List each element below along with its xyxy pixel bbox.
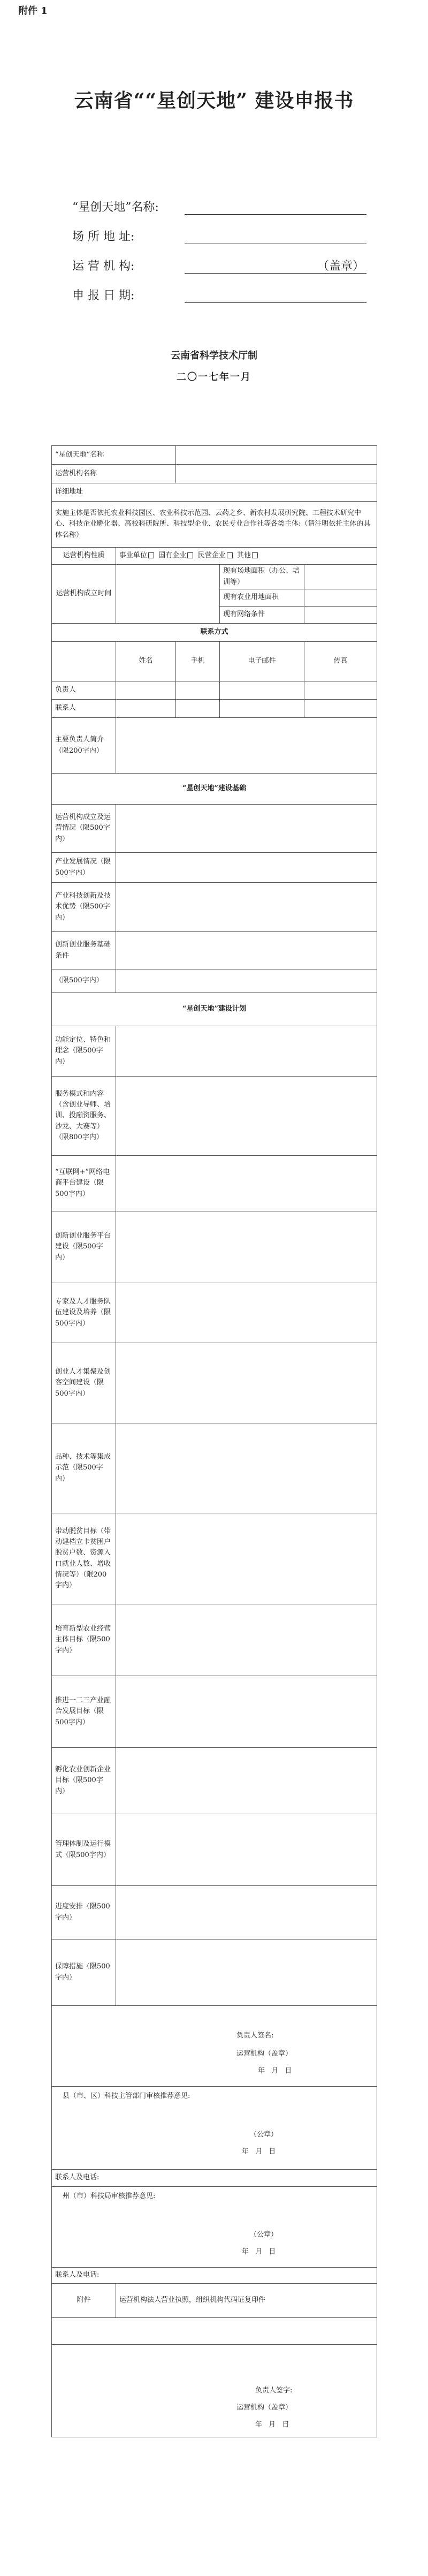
contact-section-title: 联系方式	[52, 624, 377, 642]
contact-cell[interactable]	[304, 700, 377, 718]
basis-value[interactable]	[116, 932, 377, 969]
implementer-note: 实施主体是否依托农业科技园区、农业科技示范园、云药之乡、新农村发展研究院、工程技术研究中心、科技企业孵化器、高校科研院所、科技型企业、农民专业合作社等各类主体:（请注明依托主体的具体名称）	[52, 502, 377, 548]
plan-value[interactable]	[116, 1283, 377, 1343]
basis-item: 产业发展情况（限500字内）	[52, 853, 116, 883]
founding-value[interactable]	[116, 565, 220, 624]
basis-item: 产业科技创新及技术优势（限500字内）	[52, 883, 116, 932]
plan-item: 创业人才集聚及创客空间建设（限500字内）	[52, 1343, 116, 1423]
plan-section-title: “星创天地”建设计划	[52, 993, 377, 1026]
contact-header: 电子邮件	[220, 642, 304, 681]
leader-intro-label: 主要负责人简介（限200字内）	[52, 718, 116, 774]
cover-field-address	[72, 228, 372, 247]
plan-value[interactable]	[116, 1513, 377, 1604]
contact-row-label: 联系人	[52, 700, 116, 718]
final-operator-seal-label: 运营机构（盖章）	[236, 2404, 293, 2412]
nature-options	[116, 548, 377, 565]
nature-option: 民营企业	[197, 551, 226, 560]
plan-item: 培育新型农业经营主体目标（限500字内）	[52, 1604, 116, 1676]
address-label: 详细地址	[52, 483, 377, 502]
name-label: “星创天地”名称	[52, 446, 176, 465]
plan-item: 管理体制及运行模式（限500字内）	[52, 1814, 116, 1886]
plan-item: 功能定位、特色和理念（限500字内）	[52, 1026, 116, 1077]
founding-label: 运营机构成立时间	[52, 565, 116, 624]
site-value[interactable]	[304, 607, 377, 624]
attachment-row-label: 附件	[52, 2284, 116, 2318]
operator-label: 运营机构名称	[52, 465, 176, 483]
cover-field-line	[185, 302, 366, 303]
document-title: 云南省““星创天地” 建设申报书	[74, 89, 354, 112]
site-item: 现有网络条件	[220, 607, 304, 624]
basis-section-title: “星创天地”建设基础	[52, 774, 377, 805]
checkbox[interactable]	[148, 552, 154, 558]
cover-field-label: “星创天地”名称:	[72, 201, 159, 214]
contact-header: 姓名	[116, 642, 176, 681]
checkbox[interactable]	[252, 552, 258, 558]
plan-item: 带动脱贫目标（带动建档立卡贫困户脱贫户数、资源入口就业人数、增收情况等）（限200字内）	[52, 1513, 116, 1604]
leader-signature-label: 负责人签名:	[236, 2032, 274, 2040]
contact-cell[interactable]	[304, 681, 377, 700]
prefecture-contact-phone: 联系人及电话:	[52, 2268, 377, 2284]
plan-value[interactable]	[116, 1604, 377, 1676]
plan-item: 品种、技术等集成示范（限500字内）	[52, 1423, 116, 1513]
final-signature-cell[interactable]	[52, 2345, 377, 2437]
cover-field-label: 场 所 地 址:	[72, 230, 135, 244]
plan-value[interactable]	[116, 1814, 377, 1886]
plan-item: 孵化农业创新企业目标（限500字内）	[52, 1748, 116, 1814]
issuing-organization: 云南省科学技术厅制	[171, 350, 257, 361]
seal-note: （盖章）	[317, 260, 365, 273]
basis-item: 运营机构成立及运营情况（限500字内）	[52, 805, 116, 853]
site-value[interactable]	[304, 589, 377, 607]
final-signature-date: 年 月 日	[255, 2421, 292, 2429]
site-item: 现有农业用地面积	[220, 589, 304, 607]
prefecture-opinion-label: 州（市）科技局审核推荐意见:	[63, 2192, 156, 2200]
plan-item: 进度安排（限500字内）	[52, 1886, 116, 1939]
plan-value[interactable]	[116, 1676, 377, 1748]
plan-value[interactable]	[116, 1886, 377, 1939]
plan-item: 保障措施（限500字内）	[52, 1939, 116, 2006]
contact-header-blank	[52, 642, 116, 681]
blank-row	[52, 2318, 377, 2345]
leader-signature-cell[interactable]	[52, 2006, 377, 2087]
nature-option: 其他	[236, 551, 251, 560]
cover-field-label: 运 营 机 构:	[72, 260, 135, 273]
cover-field-date	[72, 286, 372, 306]
plan-value[interactable]	[116, 1211, 377, 1283]
plan-value[interactable]	[116, 1343, 377, 1423]
county-opinion-label: 县（市、区）科技主管部门审核推荐意见:	[63, 2092, 190, 2100]
prefecture-opinion-cell[interactable]	[52, 2187, 377, 2268]
basis-value[interactable]	[116, 883, 377, 932]
contact-cell[interactable]	[220, 700, 304, 718]
attachment-label: 附件 1	[18, 5, 48, 17]
site-value[interactable]	[304, 565, 377, 589]
operator-value[interactable]	[176, 465, 377, 483]
plan-item: 创新创业服务平台建设（限500字内）	[52, 1211, 116, 1283]
nature-option: 国有企业	[158, 551, 187, 560]
county-opinion-cell[interactable]	[52, 2087, 377, 2170]
basis-item: 创新创业服务基础条件	[52, 932, 116, 969]
name-value[interactable]	[176, 446, 377, 465]
contact-cell[interactable]	[116, 700, 176, 718]
issue-date: 二〇一七年一月	[177, 372, 251, 383]
contact-row-label: 负责人	[52, 681, 116, 700]
checkbox[interactable]	[187, 552, 193, 558]
operator-seal-label: 运营机构（盖章）	[236, 2050, 293, 2058]
nature-option: 事业单位	[119, 551, 148, 560]
contact-header: 传真	[304, 642, 377, 681]
contact-cell[interactable]	[176, 681, 220, 700]
attachment-row-value: 运营机构法人营业执照，组织机构代码证复印件	[116, 2284, 377, 2318]
signature-date: 年 月 日	[258, 2067, 294, 2075]
plan-item: 专家及人才服务队伍建设及培养（限500字内）	[52, 1283, 116, 1343]
nature-label: 运营机构性质	[52, 548, 116, 565]
basis-value[interactable]	[116, 853, 377, 883]
cover-field-label: 申 报 日 期:	[72, 289, 135, 302]
basis-value[interactable]	[116, 969, 377, 993]
basis-item: （限500字内）	[52, 969, 116, 993]
application-form	[51, 445, 377, 2437]
site-item: 现有场地面积（办公、培训等）	[220, 565, 304, 589]
leader-intro-value[interactable]	[116, 718, 377, 774]
county-contact-phone: 联系人及电话:	[52, 2170, 377, 2187]
contact-cell[interactable]	[176, 700, 220, 718]
official-seal: （公章）	[250, 2131, 278, 2139]
plan-value[interactable]	[116, 1423, 377, 1513]
plan-value[interactable]	[116, 1026, 377, 1077]
plan-value[interactable]	[116, 1748, 377, 1814]
official-seal: （公章）	[250, 2231, 278, 2239]
county-opinion-date: 年 月 日	[242, 2148, 278, 2156]
final-leader-signature-label: 负责人签字:	[255, 2386, 293, 2395]
plan-value[interactable]	[116, 1077, 377, 1156]
plan-item: “互联网+”网络电商平台建设（限500字内）	[52, 1156, 116, 1211]
contact-cell[interactable]	[116, 681, 176, 700]
checkbox[interactable]	[227, 552, 233, 558]
basis-value[interactable]	[116, 805, 377, 853]
prefecture-opinion-date: 年 月 日	[242, 2248, 278, 2256]
cover-field-operator	[72, 257, 372, 276]
plan-item: 服务模式和内容（含创业导师、培训、投融资服务、沙龙、大赛等）（限800字内）	[52, 1077, 116, 1156]
plan-value[interactable]	[116, 1156, 377, 1211]
contact-header: 手机	[176, 642, 220, 681]
plan-item: 推进一二三产业融合发展目标（限500字内）	[52, 1676, 116, 1748]
cover-field-name	[72, 198, 372, 217]
cover-field-line	[185, 214, 366, 215]
contact-cell[interactable]	[220, 681, 304, 700]
plan-value[interactable]	[116, 1939, 377, 2006]
